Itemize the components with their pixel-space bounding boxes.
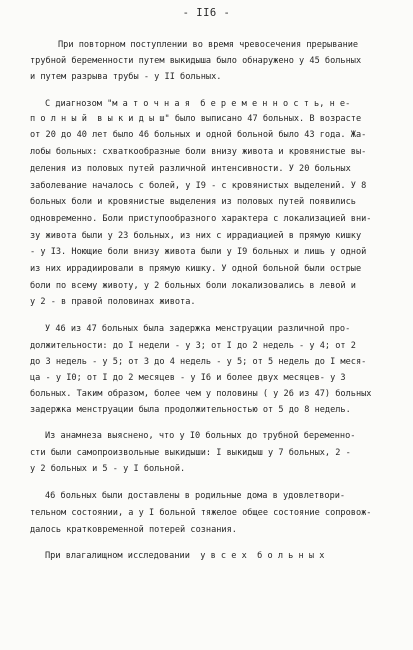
text-line-14: из них иррадиировали в прямую кишку. У одной больной были острые [30, 264, 362, 274]
text-line-3: и путем разрыва трубы - у II больных. [30, 72, 222, 82]
text-line-19: до 3 недель - у 5; от 3 до 4 недель - у 5; от 5 недель до I меся- [30, 357, 367, 367]
text-line-4: С диагнозом "м а т о ч н а я б е р е м е н н о с т ь, н е- [45, 99, 351, 109]
text-line-13: - у I3. Ноющие боли внизу живота были у I9 больных и лишь у одной [30, 247, 367, 257]
text-line-5: п о л н ы й в ы к и д ы ш" было выписано 47 больных. В возрасте [30, 114, 362, 124]
text-line-7: лобы больных: схваткообразные боли внизу живота и кровянистые вы- [30, 147, 367, 157]
text-line-21: больных. Таким образом, более чем у половины ( у 26 из 47) больных [30, 389, 372, 399]
text-line-29: При влагалищном исследовании у в с е х б о л ь н ы х [45, 551, 325, 561]
text-line-22: задержка менструации была продолжительностью от 5 до 8 недель. [30, 405, 351, 415]
text-line-2: трубной беременности путем выкидыша было обнаружено у 45 больных [30, 56, 362, 66]
text-line-24: сти были самопроизвольные выкидыши: I выкидыш у 7 больных, 2 - [30, 448, 351, 458]
text-line-18: должительности: до I недели - у 3; от I до 2 недель - у 4; от 2 [30, 341, 356, 351]
text-line-10: больных боли и кровянистые выделения из половых путей появились [30, 197, 356, 207]
text-line-12: зу живота были у 23 больных, из них с иррадиацией в прямую кишку [30, 231, 362, 241]
text-line-16: у 2 - в правой половинах живота. [30, 297, 196, 307]
text-line-25: у 2 больных и 5 - у I больной. [30, 464, 186, 474]
text-line-17: У 46 из 47 больных была задержка менструации различной про- [45, 324, 351, 334]
text-line-6: от 20 до 40 лет было 46 больных и одной больной было 43 года. Жа- [30, 130, 367, 140]
text-line-9: заболевание началось с болей, у I9 - с кровянистых выделений. У 8 [30, 181, 367, 191]
text-line-20: ца - у I0; от I до 2 месяцев - у I6 и более двух месяцев- у 3 [30, 373, 346, 383]
text-line-26: 46 больных были доставлены в родильные дома в удовлетвори- [45, 491, 346, 501]
text-line-27: тельном состоянии, а у I больной тяжелое общее состояние сопровож- [30, 508, 372, 518]
text-line-28: далось кратковременной потерей сознания. [30, 525, 237, 535]
page-number: - II6 - [182, 7, 231, 19]
text-line-11: одновременно. Боли приступообразного характера с локализацией вни- [30, 214, 372, 224]
text-line-15: боли по всему животу, у 2 больных боли локализовались в левой и [30, 281, 356, 291]
text-line-1: При повторном поступлении во время чревосечения прерывание [58, 40, 359, 50]
text-line-8: деления из половых путей различной интенсивности. У 20 больных [30, 164, 351, 174]
text-line-23: Из анамнеза выяснено, что у I0 больных до трубной беременно- [45, 431, 356, 441]
